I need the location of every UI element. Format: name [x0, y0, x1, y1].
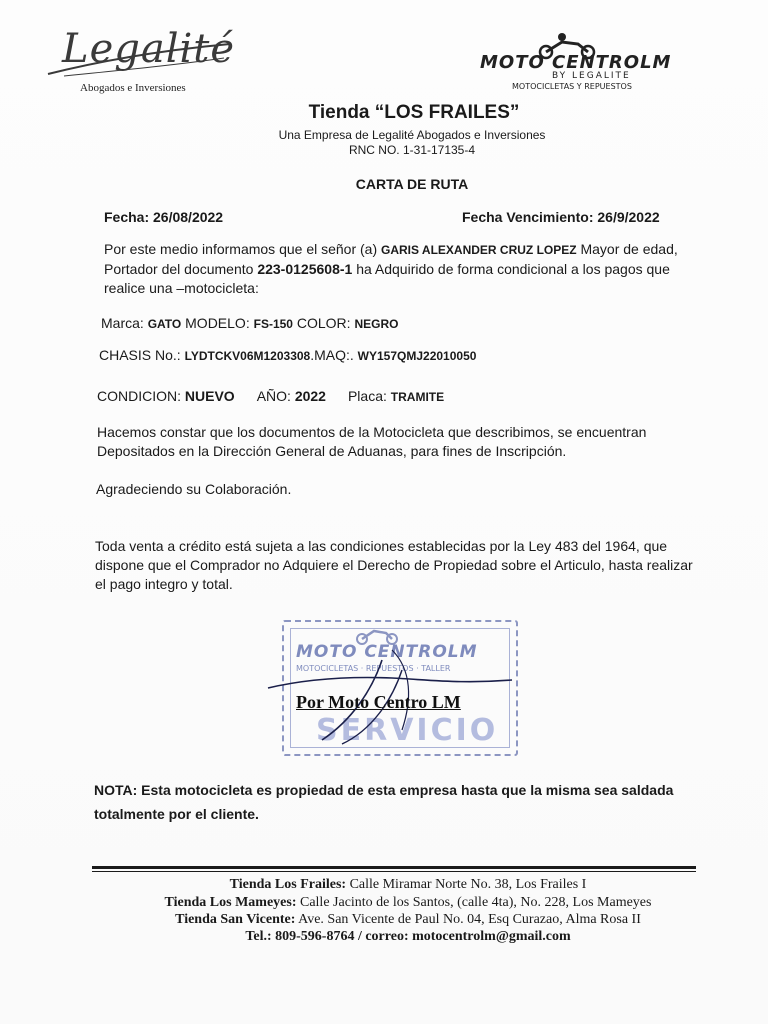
stamp-brand: MOTO CENTROLM [296, 642, 478, 662]
issue-date: Fecha: 26/08/2022 [104, 209, 224, 225]
thanks-line: Agradeciendo su Colaboración. [96, 481, 292, 497]
footer-contact: Tel.: 809-596-8764 / correo: motocentrolm@gmail.com [245, 929, 571, 944]
stamp-tagline: MOTOCICLETAS · REPUESTOS · TALLER [296, 664, 451, 673]
intro-paragraph: Por este medio informamos que el señor (a) GARIS ALEXANDER CRUZ LOPEZ Mayor de edad, Portador del documento 223-0125608-1 ha Adquirido de forma condicional a los pagos que realice una –motocicleta: [104, 241, 678, 296]
documents-paragraph: Hacemos constar que los documentos de la Motocicleta que describimos, se encuentran Depositados en la Dirección General de Aduanas, para fines de Inscripción. [97, 424, 647, 459]
store-title: Tienda “LOS FRAILES” [308, 102, 520, 123]
moto-by-legalite: BY LEGALITE [552, 71, 631, 81]
footer-store-los-mameyes: Tienda Los Mameyes: Calle Jacinto de los Santos, (calle 4ta), No. 228, Los Mameyes [164, 895, 652, 910]
credit-law-paragraph: Toda venta a crédito está sujeta a las condiciones establecidas por la Ley 483 del 1964, que dispone que el Comprador no Adquiere el Derecho de Propiedad sobre el Articulo, hasta realizar el pago integro y total. [95, 538, 693, 592]
customer-name: GARIS ALEXANDER CRUZ LOPEZ [381, 243, 577, 257]
store-subtitle: Una Empresa de Legalité Abogados e Inversiones [278, 128, 546, 142]
vehicle-condition-line: CONDICION: NUEVO AÑO: 2022 Placa: TRAMITE [97, 388, 445, 404]
stamp-service-text: SERVICIO [316, 713, 499, 748]
footer-divider-thin [92, 871, 696, 872]
vehicle-brand-line: Marca: GATO MODELO: FS-150 COLOR: NEGRO [101, 315, 399, 331]
vehicle-chassis-line: CHASIS No.: LYDTCKV06M1203308.MAQ:. WY157QMJ22010050 [99, 347, 477, 363]
footer-divider-thick [92, 866, 696, 869]
expiry-date: Fecha Vencimiento: 26/9/2022 [462, 209, 660, 225]
legalite-subtitle: Abogados e Inversiones [80, 82, 186, 94]
footer-store-los-frailes: Tienda Los Frailes: Calle Miramar Norte No. 38, Los Frailes I [229, 877, 587, 892]
store-rnc: RNC NO. 1-31-17135-4 [348, 143, 476, 157]
customer-document: 223-0125608-1 [257, 261, 353, 277]
document-title: CARTA DE RUTA [355, 176, 469, 192]
moto-centro-logo-text: MOTO CENTROLM [480, 52, 672, 73]
ownership-note: NOTA: Esta motocicleta es propiedad de esta empresa hasta que la misma sea saldada totalmente por el cliente. [94, 782, 674, 822]
moto-tagline: MOTOCICLETAS Y REPUESTOS [512, 82, 632, 91]
footer-store-san-vicente: Tienda San Vicente: Ave. San Vicente de Paul No. 04, Esq Curazao, Alma Rosa II [175, 912, 641, 927]
legalite-logo-text: Legalité [62, 26, 236, 72]
signature-label: Por Moto Centro LM [296, 692, 461, 712]
